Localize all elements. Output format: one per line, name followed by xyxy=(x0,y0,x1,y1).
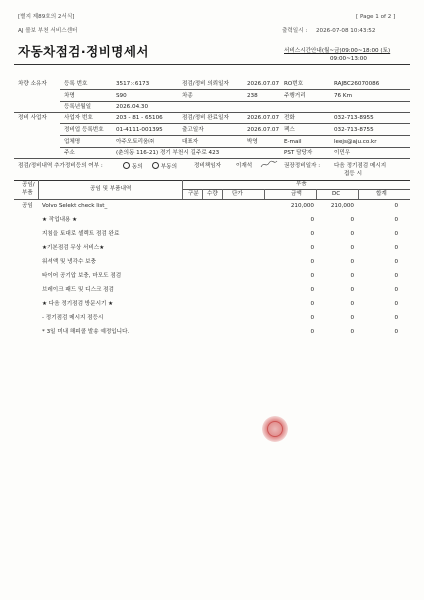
mileage-label: 주행거리 xyxy=(284,93,306,99)
row-type: 공임 xyxy=(22,203,33,209)
service-center-name: AJ 볼보 부천 서비스센터 xyxy=(18,28,78,34)
model-value: S90 xyxy=(116,93,127,99)
ceo-value: 박영 xyxy=(247,139,258,145)
service-hours-line1: 서비스시간안내(월~금)09:00~18:00 (토) xyxy=(284,48,391,54)
reg-year-label: 등록년월일 xyxy=(64,104,92,110)
col-header-kind: 구분 xyxy=(188,191,199,197)
col-header-total: 합계 xyxy=(376,191,387,197)
reg-year-value: 2026.04.30 xyxy=(116,104,149,110)
model-label: 차명 xyxy=(64,93,75,99)
row-desc: ★ 작업내용 ★ xyxy=(42,217,78,223)
ceo-label: 대표자 xyxy=(182,139,199,145)
advice-label: 권장정비일자 : xyxy=(284,163,321,169)
row-amount: 0 xyxy=(310,273,314,279)
row-total: 0 xyxy=(394,217,398,223)
table-top-border xyxy=(14,180,410,181)
row-desc: 워셔액 및 냉각수 보충 xyxy=(42,259,96,265)
workshop-section-label: 정비 사업자 xyxy=(18,115,47,121)
col-header-dc: DC xyxy=(332,191,341,197)
col-header-qty: 수량 xyxy=(207,191,218,197)
out-date-label: 출고일자 xyxy=(182,127,204,133)
email-value: leejs@aju.co.kr xyxy=(334,139,377,145)
request-date-label: 점검/정비 의뢰일자 xyxy=(182,81,229,87)
consent-agree-label: 동의 xyxy=(131,164,143,170)
page-indicator: [ Page 1 of 2 ] xyxy=(356,14,396,20)
biz-no-label: 사업자 번호 xyxy=(64,115,93,121)
col-header-amount: 금액 xyxy=(291,191,302,197)
address-value: (춘의동 116-21) 경기 부천시 길주로 423 xyxy=(116,150,220,156)
col-header-unit: 단가 xyxy=(232,191,243,197)
reg-no-label: 등록 번호 xyxy=(64,81,88,87)
col-header-parts-group: 부품 xyxy=(296,181,307,187)
pst-value: 이민우 xyxy=(334,150,351,156)
chassis-value: 238 xyxy=(247,93,258,99)
workshop-reg-label: 정비업 등록번호 xyxy=(64,127,104,133)
table-header-bottom xyxy=(14,199,410,200)
consent-disagree-label: 부동의 xyxy=(160,164,177,170)
row-total: 0 xyxy=(394,203,398,209)
col-header-desc: 공임 및 부품내역 xyxy=(90,186,132,192)
email-label: E-mail xyxy=(284,139,302,145)
row-total: 0 xyxy=(394,301,398,307)
row-desc: 브레이크 패드 및 디스크 점검 xyxy=(42,287,114,293)
radio-circle-icon xyxy=(152,162,159,169)
row-total: 0 xyxy=(394,231,398,237)
done-date-label: 점검/정비 완료일자 xyxy=(182,115,229,121)
ro-value: RAJBC26070086 xyxy=(334,81,380,87)
header-divider xyxy=(14,64,410,65)
row-amount: 0 xyxy=(310,259,314,265)
row-amount: 0 xyxy=(310,301,314,307)
row-amount: 0 xyxy=(310,231,314,237)
address-label: 주소 xyxy=(64,150,75,156)
manager-label: 정비책임자 xyxy=(194,163,222,169)
consent-agree-radio[interactable] xyxy=(123,162,143,171)
output-date: 2026-07-08 10:43:52 xyxy=(316,28,376,34)
out-date-value: 2026.07.07 xyxy=(247,127,280,133)
form-reference: [별지 제89호의 2서식] xyxy=(18,14,75,20)
radio-circle-icon xyxy=(123,162,130,169)
row-desc: Volvo Selekt check list_ xyxy=(42,203,108,209)
service-hours-line2: 09:00~13:00 xyxy=(330,56,367,62)
pst-label: PST 담당자 xyxy=(284,150,313,156)
workshop-reg-value: 01-4111-001395 xyxy=(116,127,163,133)
reg-no-value: 3517⁙6173 xyxy=(116,81,150,87)
row-desc: - 정기점검 메시지 점등시 xyxy=(42,315,104,321)
done-date-value: 2026.07.07 xyxy=(247,115,280,121)
output-date-label: 출력일시 : xyxy=(282,28,308,34)
row-total: 0 xyxy=(394,315,398,321)
manager-value: 이재석 xyxy=(236,163,253,169)
tel-label: 전화 xyxy=(284,115,295,121)
row-total: 0 xyxy=(394,245,398,251)
biz-no-value: 203 - 81 - 65106 xyxy=(116,115,163,121)
row-desc: 지침을 토대로 셀렉트 점검 완료 xyxy=(42,231,120,237)
row-desc: ★기본점검 무상 서비스★ xyxy=(42,245,105,251)
row-dc: 0 xyxy=(350,231,354,237)
tel-value: 032-713-8955 xyxy=(334,115,374,121)
row-dc: 210,000 xyxy=(330,203,354,209)
row-amount: 210,000 xyxy=(290,203,314,209)
row-amount: 0 xyxy=(310,329,314,335)
row-dc: 0 xyxy=(350,287,354,293)
row-dc: 0 xyxy=(350,245,354,251)
row-amount: 0 xyxy=(310,315,314,321)
row-desc: 타이어 공기압 보충, 마모도 점검 xyxy=(42,273,122,279)
row-total: 0 xyxy=(394,259,398,265)
fax-label: 팩스 xyxy=(284,127,295,133)
chassis-label: 차종 xyxy=(182,93,193,99)
row-amount: 0 xyxy=(310,245,314,251)
workshop-name-value: 아주오토리움㈜ xyxy=(116,139,155,145)
mileage-value: 76 Km xyxy=(334,93,353,99)
signature-scribble xyxy=(260,159,278,169)
company-seal-icon xyxy=(262,416,288,442)
row-dc: 0 xyxy=(350,301,354,307)
row-dc: 0 xyxy=(350,315,354,321)
vehicle-section-label: 차량 소유자 xyxy=(18,81,47,87)
col-header-type-bottom: 부품 xyxy=(22,190,33,196)
advice-line2: 접등 시 xyxy=(344,171,362,177)
row-total: 0 xyxy=(394,273,398,279)
ro-label: RO번호 xyxy=(284,81,304,87)
request-date-value: 2026.07.07 xyxy=(247,81,280,87)
row-dc: 0 xyxy=(350,217,354,223)
consent-label: 점검/정비내역 추가정비등의 여부 : xyxy=(18,163,103,169)
row-total: 0 xyxy=(394,287,398,293)
row-dc: 0 xyxy=(350,259,354,265)
row-desc: ★ 다음 정기점검 방문시기 ★ xyxy=(42,301,114,307)
consent-disagree-radio[interactable] xyxy=(152,162,177,171)
col-header-type-top: 공임/ xyxy=(22,182,35,188)
row-dc: 0 xyxy=(350,273,354,279)
row-amount: 0 xyxy=(310,287,314,293)
row-desc: * 3일 미내 해피콜 발송 예정입니다. xyxy=(42,329,130,335)
fax-value: 032-713-8755 xyxy=(334,127,374,133)
workshop-name-label: 업체명 xyxy=(64,139,81,145)
row-amount: 0 xyxy=(310,217,314,223)
document-title: 자동차점검·정비명세서 xyxy=(18,44,149,59)
row-dc: 0 xyxy=(350,329,354,335)
advice-line1: 다음 정기점검 메시지 xyxy=(334,163,387,169)
row-total: 0 xyxy=(394,329,398,335)
